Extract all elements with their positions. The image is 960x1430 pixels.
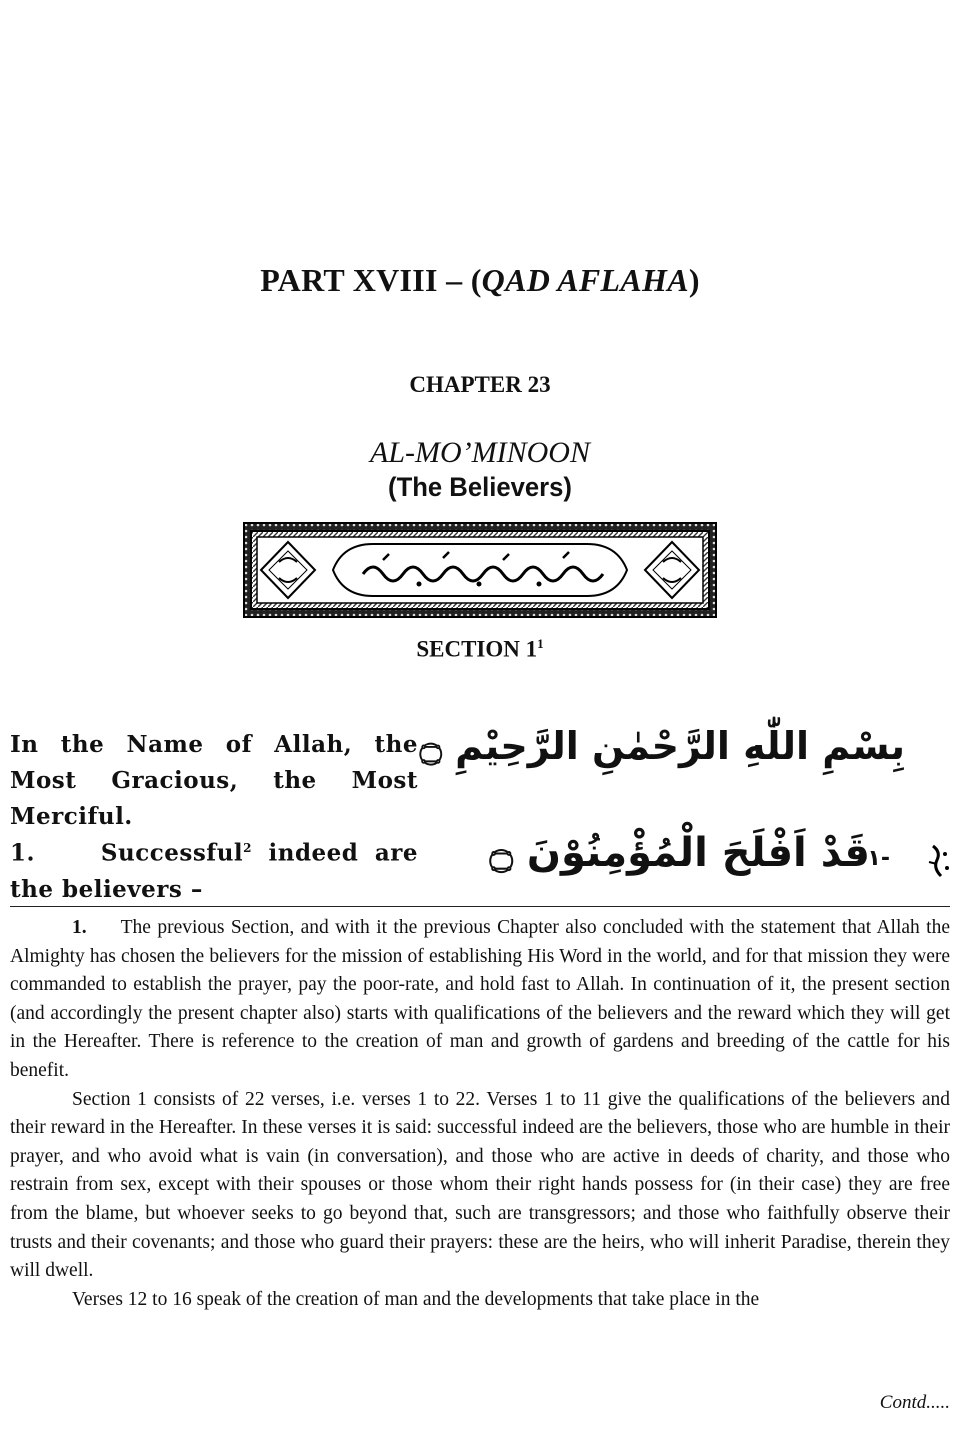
part-title: PART XVIII – (QAD AFLAHA) — [260, 262, 700, 298]
verse-1-arabic: قَدْ اَفْلَحَ الْمُؤْمِنُوْنَ ۝ — [489, 830, 870, 876]
bismillah-arabic: بِسْمِ اللّٰهِ الرَّحْمٰنِ الرَّحِيْمِ ۝ — [419, 724, 905, 768]
verse-1-translation: 1. Successful$^2$ indeed are the believers – — [10, 839, 419, 903]
footnote-paragraph: Verses 12 to 16 speak of the creation of man and the developments that take place in the — [72, 1288, 760, 1310]
bismillah-translation: In the Name of Allah, the Most Gracious, the Most Merciful. — [10, 731, 418, 830]
footnote-paragraph: Section 1 consists of 22 verses, i.e. verses 1 to 22. Verses 1 to 11 give the qualifications of the believers and their reward in the Hereafter. In these verses it is said: successful indeed are the believers, those who are humble in their prayer, and who avoid what is vain (in conversation), and those who are active in deeds of charity, and those who restrain from sex, except with their spouses or those whom their right hands possess for (in their case) they are free from the blame, but whoever seeks to go beyond that, such are transgressors; and those who faithfully observe their trusts and their covenants; and those who guard their prayers: these are the heirs, who will inherit Paradise, therein they will dwell. — [10, 1088, 950, 1282]
chapter-heading: CHAPTER 23 — [409, 372, 551, 397]
footnote-number: 1. — [72, 917, 87, 938]
surah-name: AL-MO’MINOON — [370, 436, 590, 469]
continued-marker: Contd..... — [879, 1392, 950, 1413]
ruku-margin-mark-icon — [925, 842, 955, 882]
surah-meaning: (The Believers) — [388, 472, 572, 502]
section-heading: SECTION $1^1$ — [416, 636, 544, 662]
part-name: QAD AFLAHA — [481, 262, 689, 298]
footnote-ref: 2 — [243, 841, 253, 855]
footnote-divider — [10, 906, 950, 907]
footnotes — [10, 914, 950, 1314]
footnote-paragraph: 1. The previous Section, and with it the previous Chapter also concluded with the statement that Allah the Almighty has chosen the believers for the mission of establishing His Word in the world, and for that mission they were commanded to establish the prayer, pay the poor-rate, and hold fast to Allah. In continuation of it, the present section (and accordingly the present chapter also) starts with qualifications of the believers and the reward which they will get in the Hereafter. There is reference to the creation of man and growth of gardens and breeding of the cattle for his benefit. — [10, 917, 950, 1081]
surah-header-ornament — [243, 522, 717, 618]
footnote-ref: 1 — [537, 636, 544, 651]
arabic-verse-number: ١- — [867, 846, 890, 871]
verse-number: 1. — [10, 839, 36, 867]
